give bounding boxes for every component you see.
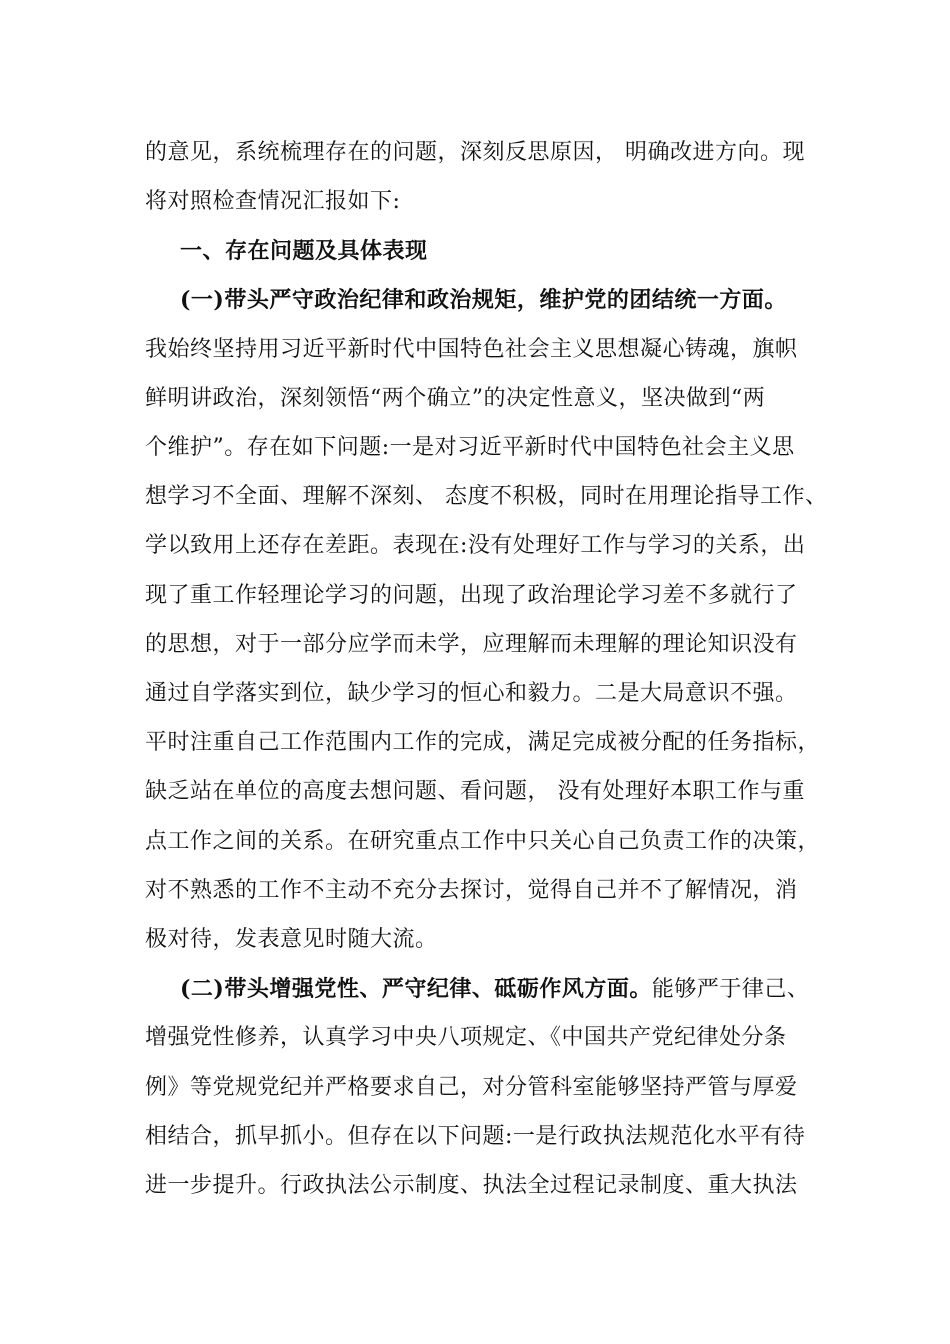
paragraph-line: 的意见，系统梳理存在的问题，深刻反思原因， 明确改进方向。现 — [145, 140, 805, 165]
paragraph-line: 相结合，抓早抓小。但存在以下问题:一是行政执法规范化水平有待 — [145, 1124, 806, 1149]
subsection-line — [180, 969, 809, 1009]
section-heading: 一、存在问题及具体表现 — [180, 238, 428, 264]
paragraph-line: 极对待，发表意见时随大流。 — [145, 927, 438, 952]
subsection-heading: (二)带头增强党性、严守纪律、砥砺作风方面。 — [180, 976, 652, 1002]
paragraph-line: 想学习不全面、理解不深刻、 态度不积极，同时在用理论指导工作、 — [145, 484, 828, 509]
paragraph-line: 缺乏站在单位的高度去想问题、看问题， 没有处理好本职工作与重 — [145, 779, 805, 804]
paragraph-line: 平时注重自己工作范围内工作的完成，满足完成被分配的任务指标， — [145, 730, 821, 755]
paragraph-line: 学以致用上还存在差距。表现在:没有处理好工作与学习的关系，出 — [145, 533, 806, 558]
paragraph-text: 能够严于律己、 — [651, 977, 810, 1002]
paragraph-line: 鲜明讲政治，深刻领悟“两个确立”的决定性意义，坚决做到“两 — [145, 386, 766, 411]
paragraph-line: 现了重工作轻理论学习的问题，出现了政治理论学习差不多就行了 — [145, 583, 798, 608]
paragraph-line: 对不熟悉的工作不主动不充分去探讨，觉得自己并不了解情况，消 — [145, 878, 798, 903]
paragraph-line: 的思想，对于一部分应学而未学，应理解而未理解的理论知识没有 — [145, 632, 798, 657]
paragraph-line: 进一步提升。行政执法公示制度、执法全过程记录制度、重大执法 — [145, 1173, 798, 1198]
paragraph-line: 通过自学落实到位，缺少学习的恒心和毅力。二是大局意识不强。 — [145, 681, 798, 706]
subsection-heading: (一)带头严守政治纪律和政治规矩，维护党的团结统一方面。 — [180, 287, 787, 313]
paragraph-line: 增强党性修养，认真学习中央八项规定、《中国共产党纪律处分条 — [145, 1025, 787, 1050]
paragraph-line: 我始终坚持用习近平新时代中国特色社会主义思想凝心铸魂，旗帜 — [145, 337, 798, 362]
paragraph-line: 将对照检查情况汇报如下: — [145, 189, 401, 214]
paragraph-line: 点工作之间的关系。在研究重点工作中只关心自己负责工作的决策， — [145, 829, 821, 854]
paragraph-line: 例》等党规党纪并严格要求自己，对分管科室能够坚持严管与厚爱 — [145, 1075, 798, 1100]
paragraph-line: 个维护”。存在如下问题:一是对习近平新时代中国特色社会主义思 — [145, 435, 795, 460]
